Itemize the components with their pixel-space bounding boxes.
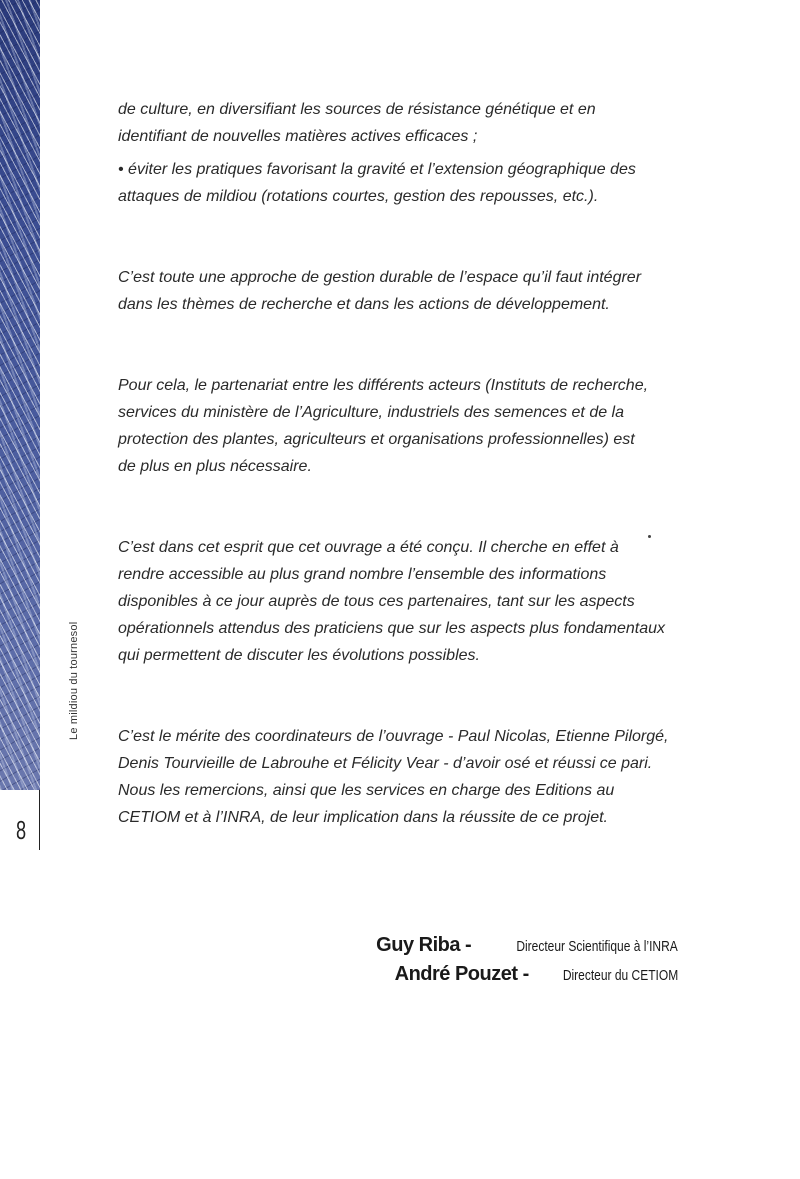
signature-line [376,963,678,986]
signature-line [376,934,678,957]
paragraph-sustainable-approach: C’est toute une approche de gestion durable de l’espace qu’il faut intégrer dans les thèmes de recherche et dans les actions de développement. [118,269,642,313]
signatory-title: Directeur du CETIOM [562,967,678,984]
stray-dot [648,535,651,538]
signatory-name: André Pouzet - [394,963,534,985]
body-text [118,96,698,831]
paragraph-acknowledgements: C’est le mérite des coordinateurs de l’ouvrage - Paul Nicolas, Etienne Pilorgé, Denis Tourvieille de Labrouhe et Félicity Vear - d’avoir osé et réussi ce pari. Nous les remercions, ainsi que les services en charge des Editions au CETIOM et à l’INRA, de leur implication dans la réussite de ce projet. [118,728,669,826]
decorative-sidebar-image [0,0,40,790]
page-number: 8 [16,815,27,845]
signatures [376,934,678,992]
paragraph-continuation: de culture, en diversifiant les sources de résistance génétique et en identifiant de nouvelles matières actives efficaces ; [118,101,596,145]
running-title: Le mildiou du tournesol [68,621,80,740]
bullet-item: • éviter les pratiques favorisant la gravité et l’extension géographique des attaques de mildiou (rotations courtes, gestion des repousses, etc.). [118,161,636,205]
signatory-name: Guy Riba - [376,934,477,956]
signatory-title: Directeur Scientifique à l’INRA [516,938,678,955]
paragraph-partnership: Pour cela, le partenariat entre les différents acteurs (Instituts de recherche, services du ministère de l’Agriculture, industriels des semences et de la protection des plantes, agriculteurs et organisations professionnelles) est de plus en plus nécessaire. [118,377,649,475]
page-number-rule [39,790,40,850]
paragraph-book-purpose: C’est dans cet esprit que cet ouvrage a été conçu. Il cherche en effet à rendre accessible au plus grand nombre l’ensemble des informations disponibles à ce jour auprès de tous ces partenaires, tant sur les aspects opérationnels attendus des praticiens que sur les aspects plus fondamentaux qui permettent de discuter les évolutions possibles. [118,539,666,664]
